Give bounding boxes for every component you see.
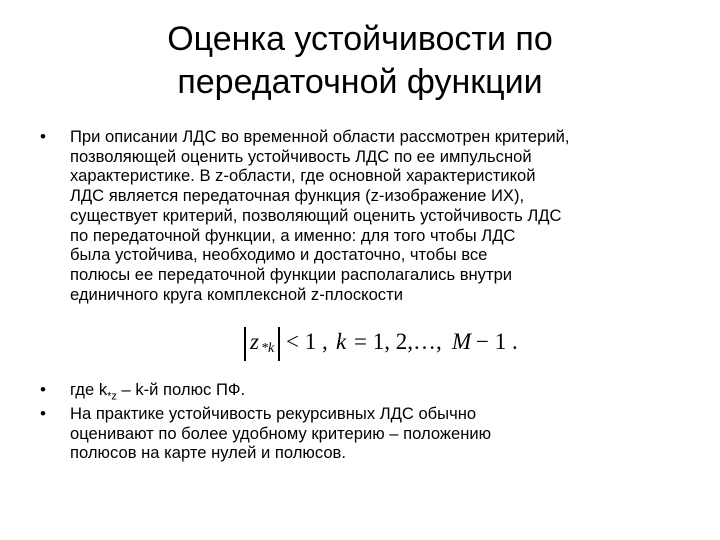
formula-subscript: *k <box>261 341 275 356</box>
bullet-2-suffix: – k-й полюс ПФ. <box>116 380 246 399</box>
bullet-1-line: ЛДС является передаточная функция (z-изображение ИХ), <box>70 186 525 206</box>
formula-k: k <box>336 329 347 354</box>
abs-bar-right <box>278 327 280 361</box>
bullet-3-line: оценивают по более удобному критерию – положению <box>70 423 492 443</box>
bullet-1-line: по передаточной функции, а именно: для того чтобы ЛДС <box>70 225 516 245</box>
bullet-1-text <box>70 127 664 304</box>
formula-var-z: z <box>250 329 259 354</box>
formula-range: = 1, 2,…, <box>354 329 442 354</box>
bullet-1-line: существует критерий, позволяющий оценить устойчивость ЛДС <box>70 205 562 225</box>
bullet-1-line: При описании ЛДС во временной области рассмотрен критерий, <box>70 127 570 146</box>
bullet-1-line: единичного круга комплексной z-плоскости <box>70 284 403 304</box>
bullet-2-text <box>70 380 664 407</box>
abs-bar-left <box>244 327 246 361</box>
bullet-1-line: характеристике. В z-области, где основной характеристикой <box>70 166 536 186</box>
formula-relation: < 1 , <box>286 329 328 354</box>
title-line-1: Оценка устойчивости по <box>167 20 553 58</box>
bullet-marker-3: • <box>40 404 46 423</box>
title-line-2: передаточной функции <box>177 63 543 101</box>
stability-formula <box>240 323 540 367</box>
bullet-1-line: была устойчива, необходимо и достаточно, чтобы все <box>70 245 488 265</box>
bullet-marker-1: • <box>40 127 46 146</box>
bullet-3-text <box>70 404 664 463</box>
bullet-marker-2: • <box>40 380 46 399</box>
slide-title <box>90 18 630 104</box>
bullet-2-sub: *z <box>107 390 117 403</box>
bullet-1-line: позволяющей оценить устойчивость ЛДС по ее импульсной <box>70 146 532 166</box>
formula-M: M <box>452 329 472 354</box>
bullet-2-prefix: где k <box>70 380 108 399</box>
bullet-3-line: На практике устойчивость рекурсивных ЛДС обычно <box>70 404 477 423</box>
bullet-3-line: полюсов на карте нулей и полюсов. <box>70 443 346 463</box>
bullet-1-line: полюсы ее передаточной функции располагались внутри <box>70 264 513 284</box>
formula-tail: − 1 . <box>476 329 518 354</box>
